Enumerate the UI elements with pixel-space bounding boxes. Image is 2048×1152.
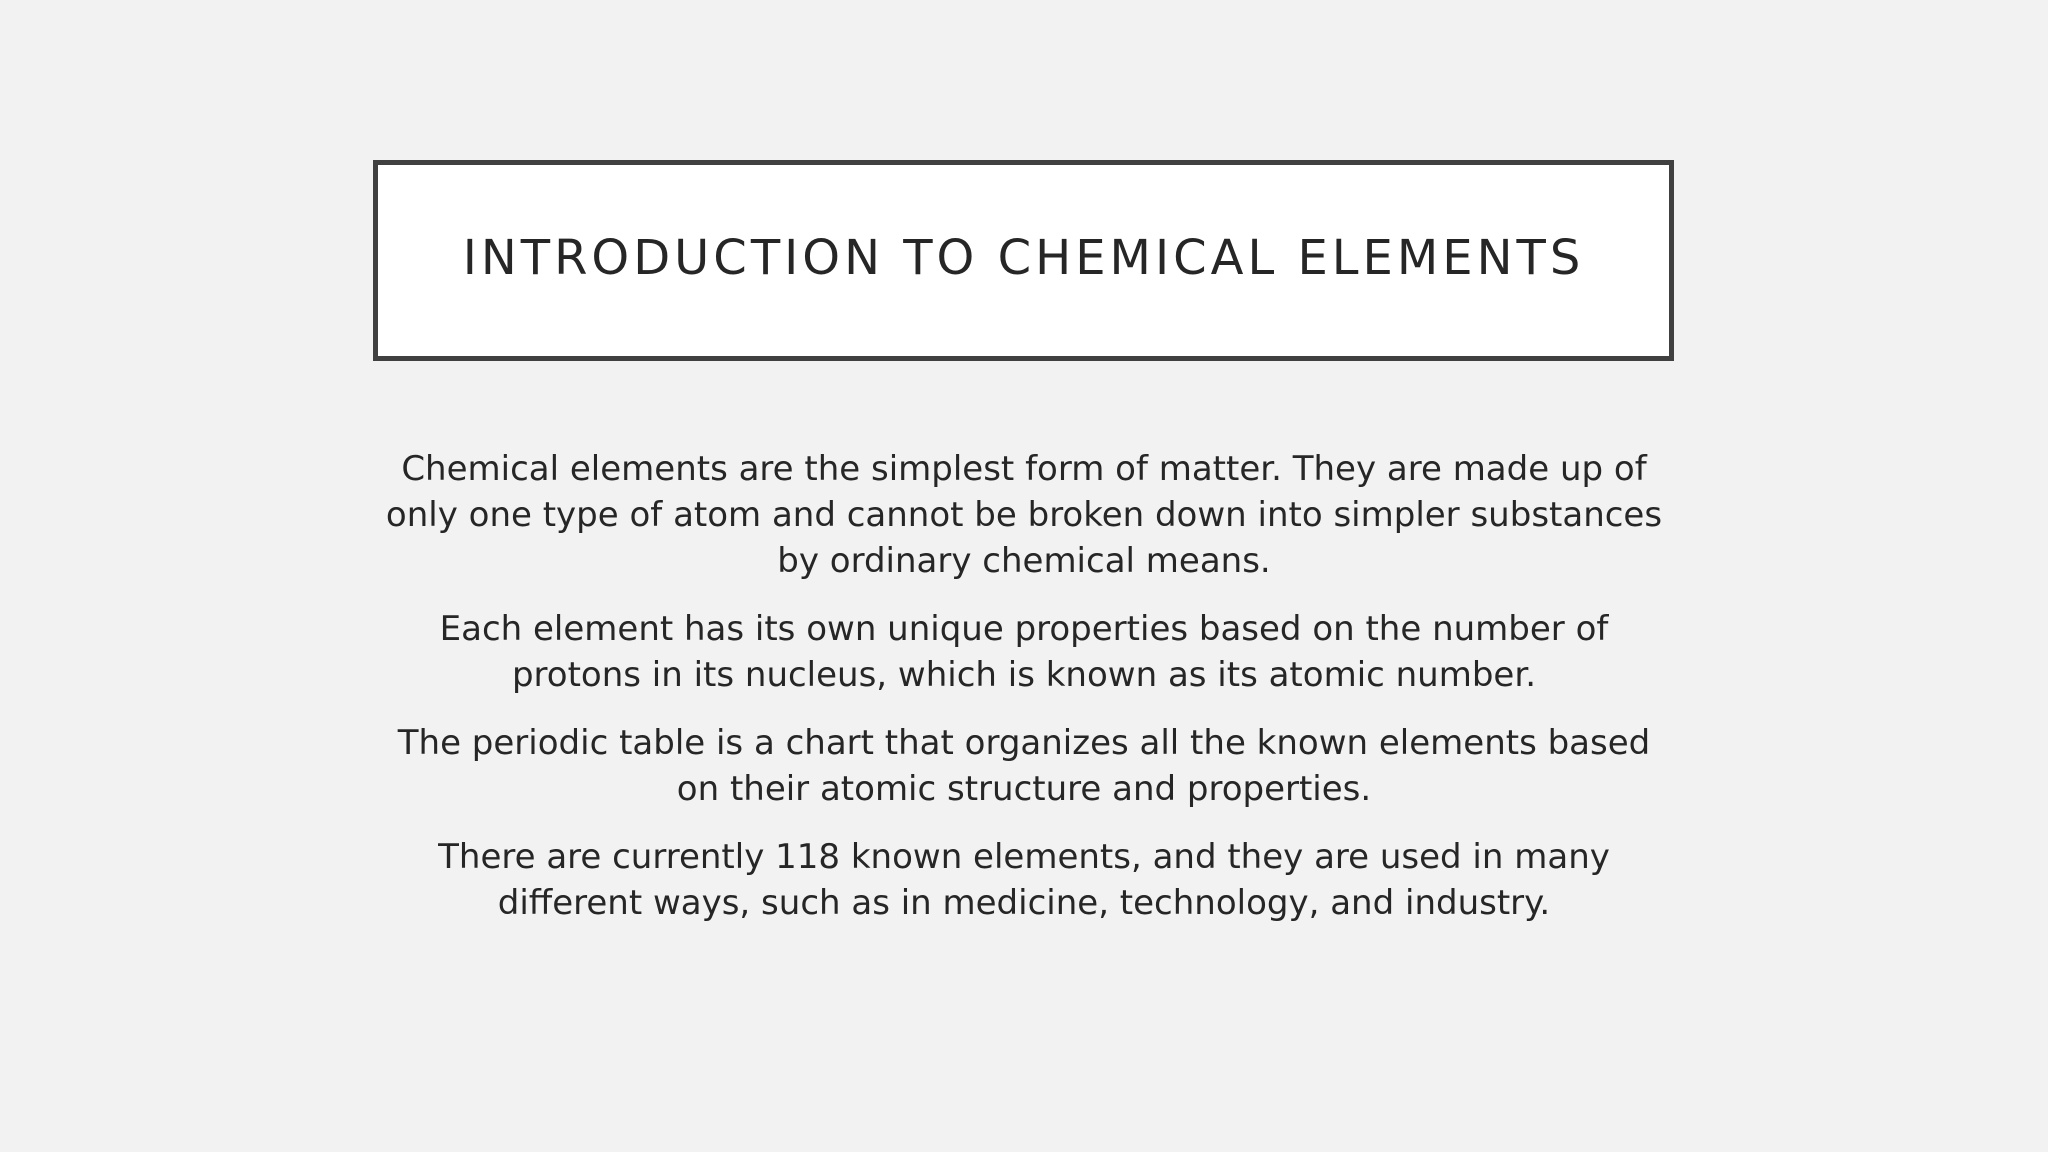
slide-title: INTRODUCTION TO CHEMICAL ELEMENTS — [462, 229, 1585, 286]
body-paragraph: The periodic table is a chart that organizes all the known elements based on their atomic structure and properties. — [397, 723, 1651, 809]
body-paragraph: Chemical elements are the simplest form of matter. They are made up of only one type of atom and cannot be broken down into simpler substances by ordinary chemical means. — [385, 449, 1663, 581]
body-paragraph: There are currently 118 known elements, and they are used in many different ways, such as in medicine, technology, and industry. — [438, 837, 1610, 923]
title-box — [373, 160, 1674, 361]
slide-body — [384, 446, 1664, 948]
body-paragraph: Each element has its own unique properties based on the number of protons in its nucleus, which is known as its atomic number. — [439, 609, 1609, 695]
